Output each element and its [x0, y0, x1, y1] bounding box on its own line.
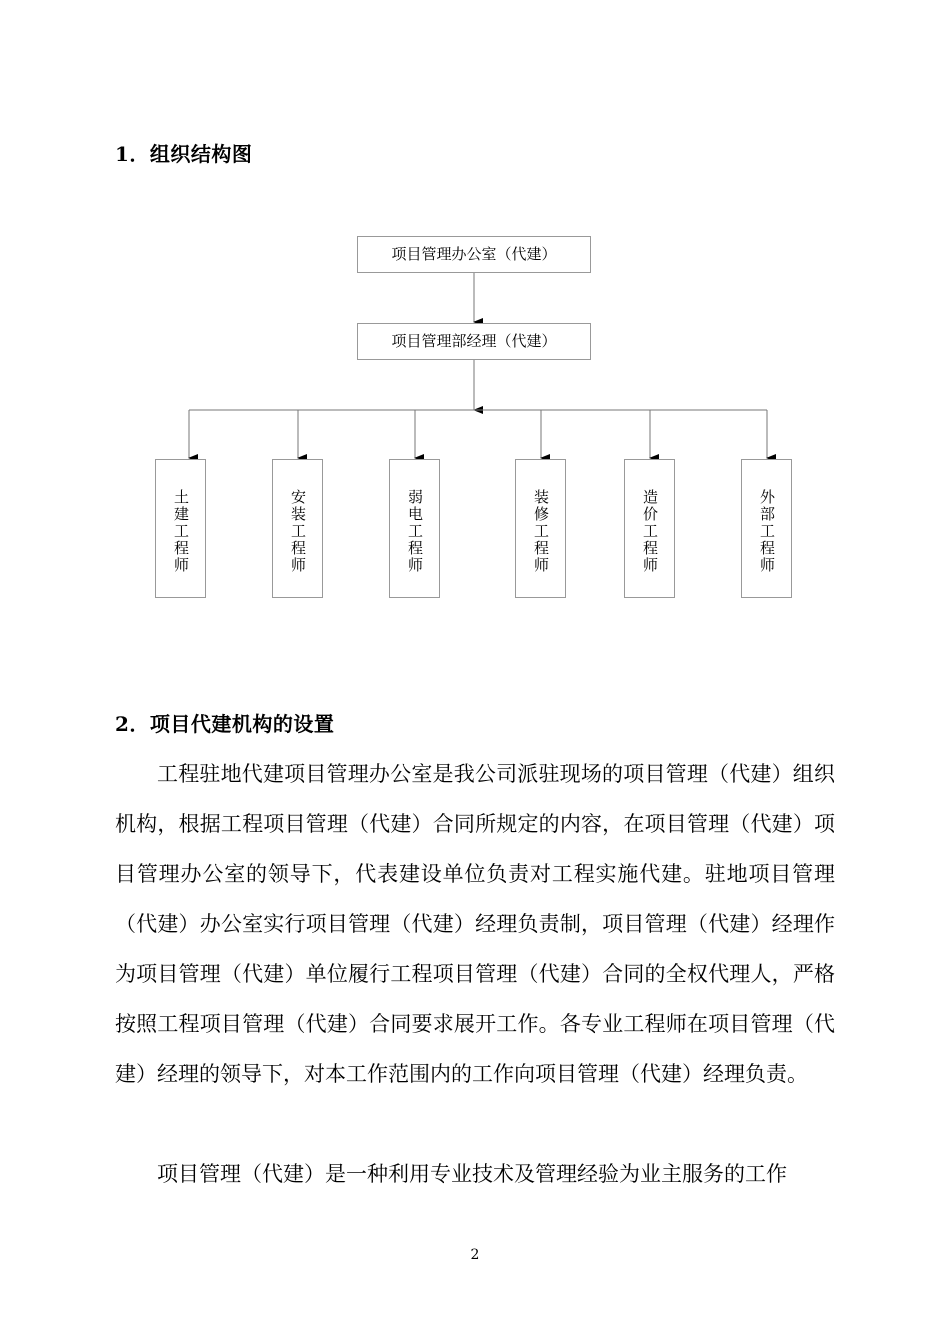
org-box-external-engineer: 外部工程师	[741, 459, 792, 598]
body-paragraph-2: 项目管理（代建）是一种利用专业技术及管理经验为业主服务的工作	[157, 1162, 787, 1186]
page-number: 2	[470, 1247, 480, 1263]
section-1-heading: 1．组织结构图	[115, 142, 253, 166]
org-box-installation-engineer: 安装工程师	[272, 459, 323, 598]
org-box-low-voltage-engineer: 弱电工程师	[389, 459, 440, 598]
org-box-cost-engineer: 造价工程师	[624, 459, 675, 598]
org-box-decoration-engineer: 装修工程师	[515, 459, 566, 598]
org-box-civil-engineer: 土建工程师	[155, 459, 206, 598]
body-paragraph-1: 工程驻地代建项目管理办公室是我公司派驻现场的项目管理（代建）组织机构，根据工程项目管理（代建）合同所规定的内容，在项目管理（代建）项目管理办公室的领导下，代表建设单位负责对工程实施代建。驻地项目管理（代建）办公室实行项目管理（代建）经理负责制，项目管理（代建）经理作为项目管理（代建）单位履行工程项目管理（代建）合同的全权代理人，严格按照工程项目管理（代建）合同要求展开工作。各专业工程师在项目管理（代建）经理的领导下，对本工作范围内的工作向项目管理（代建）经理负责。	[115, 762, 835, 1086]
section-2-heading: 2．项目代建机构的设置	[115, 712, 335, 736]
org-box-project-manager: 项目管理部经理（代建）	[357, 323, 591, 360]
org-box-project-office: 项目管理办公室（代建）	[357, 236, 591, 273]
